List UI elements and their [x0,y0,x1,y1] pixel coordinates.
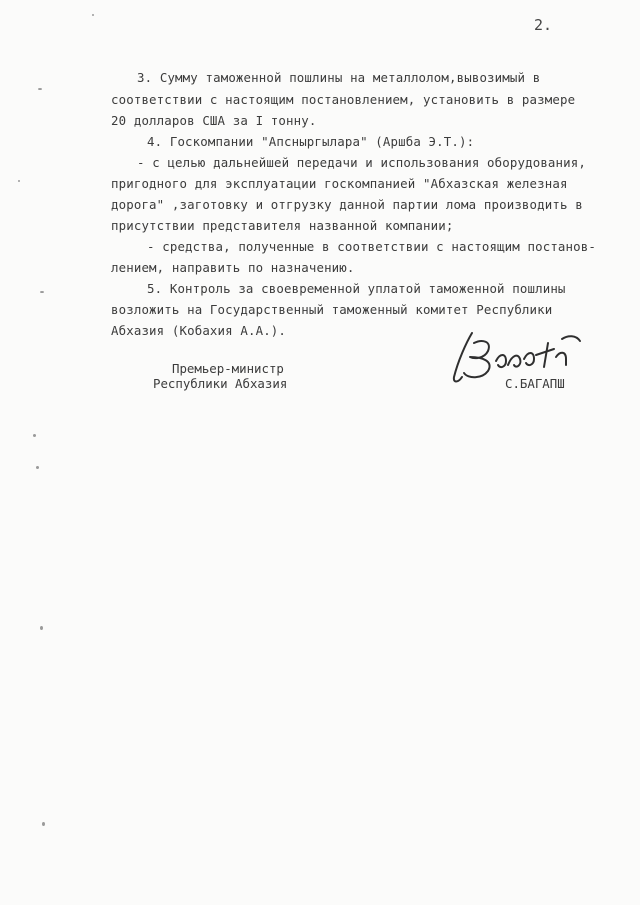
scan-speck [38,88,42,90]
body-line: пригодного для эксплуатации госкомпанией "Абхазская железная [111,176,568,191]
body-line: 5. Контроль за своевременной уплатой таможенной пошлины [147,281,566,296]
signatory-name: С.БАГАПШ [505,376,565,391]
scan-speck [40,626,43,630]
body-line: 4. Госкомпании "Апсныргылара" (Аршба Э.Т.): [147,134,475,149]
page-number: 2. [534,16,553,34]
body-line: дорога" ,заготовку и отгрузку данной партии лома производить в [111,197,583,212]
body-line: - средства, полученные в соответствии с настоящим постанов- [147,239,596,254]
body-line: Абхазия (Кобахия А.А.). [111,323,287,338]
scan-speck [40,291,44,293]
scan-speck [42,822,45,826]
body-line: присутствии представителя названной компании; [111,218,454,233]
scan-speck [36,466,39,469]
body-line: 3. Сумму таможенной пошлины на металлолом,вывозимый в [137,70,541,85]
body-line: возложить на Государственный таможенный комитет Республики [111,302,553,317]
body-line: лением, направить по назначению. [111,260,355,275]
scan-speck [33,434,36,437]
scan-speck [18,180,20,182]
handwritten-signature [444,325,594,390]
body-line: соответствии с настоящим постановлением, установить в размере [111,92,576,107]
signatory-title-line1: Премьер-министр [172,361,284,376]
signatory-title-line2: Республики Абхазия [153,376,288,391]
body-line: - с целью дальнейшей передачи и использования оборудования, [137,155,586,170]
scan-speck [92,14,94,16]
body-line: 20 долларов США за I тонну. [111,113,317,128]
